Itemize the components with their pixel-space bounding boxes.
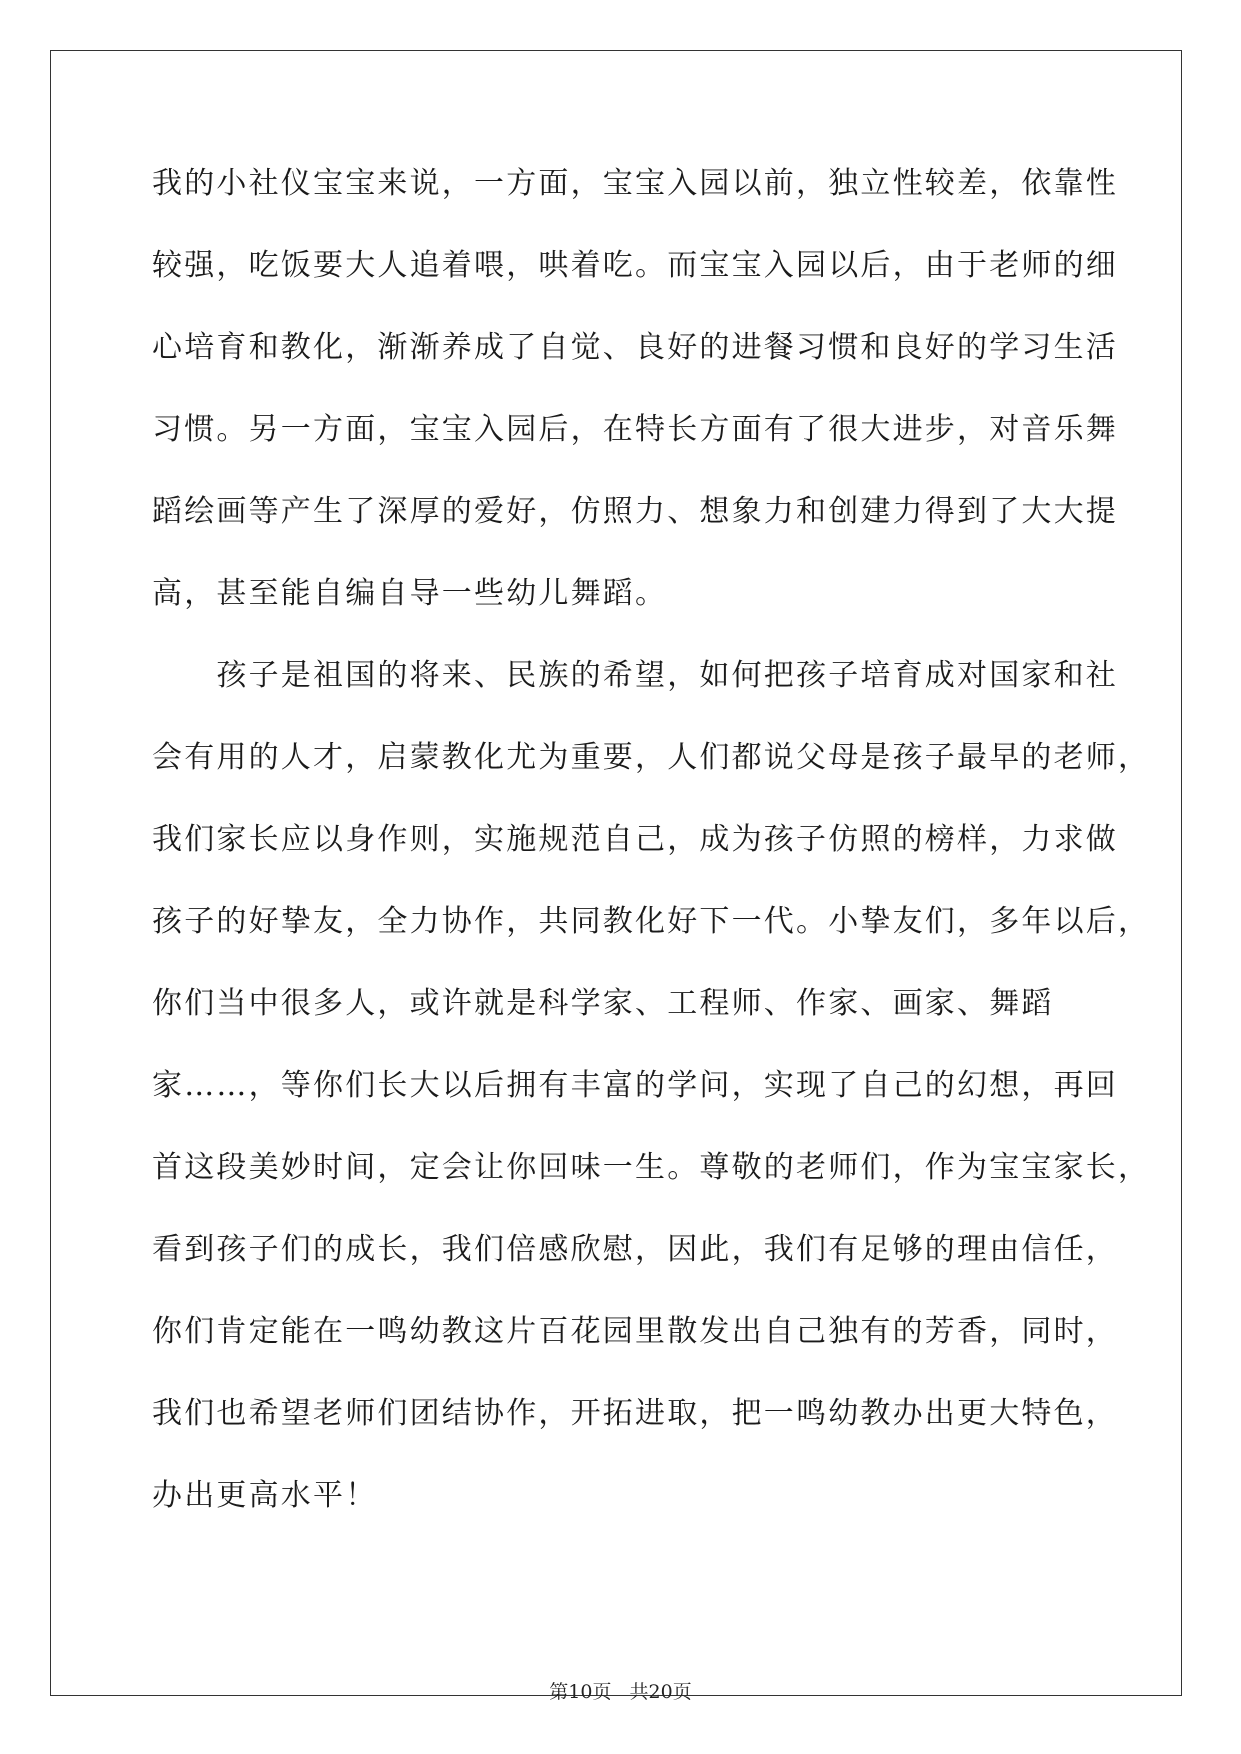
text-line: 蹈绘画等产生了深厚的爱好，仿照力、想象力和创建力得到了大大提 (152, 494, 1118, 529)
text-line: 我们也希望老师们团结协作，开拓进取，把一鸣幼教办出更大特色， (152, 1396, 1118, 1431)
text-line: 心培育和教化，渐渐养成了自觉、良好的进餐习惯和良好的学习生活 (152, 330, 1118, 365)
text-line: 习惯。另一方面，宝宝入园后，在特长方面有了很大进步，对音乐舞 (152, 412, 1118, 447)
text-line: 首这段美妙时间，定会让你回味一生。尊敬的老师们，作为宝宝家长， (152, 1150, 1151, 1185)
text-line: 会有用的人才，启蒙教化尤为重要，人们都说父母是孩子最早的老师， (152, 740, 1151, 775)
text-line: 孩子的好挚友，全力协作，共同教化好下一代。小挚友们，多年以后， (152, 904, 1151, 939)
page-footer (0, 1677, 1241, 1704)
text-line: 高，甚至能自编自导一些幼儿舞蹈。 (152, 576, 668, 611)
text-line: 办出更高水平！ (152, 1478, 378, 1513)
text-line: 你们肯定能在一鸣幼教这片百花园里散发出自己独有的芳香，同时， (152, 1314, 1118, 1349)
text-line: 看到孩子们的成长，我们倍感欣慰，因此，我们有足够的理由信任， (152, 1232, 1118, 1267)
text-line: 较强，吃饭要大人追着喂，哄着吃。而宝宝入园以后，由于老师的细 (152, 248, 1118, 283)
text-line: 你们当中很多人，或许就是科学家、工程师、作家、画家、舞蹈 (152, 986, 1054, 1021)
page-number: 第10页 (549, 1681, 612, 1703)
page-total: 共20页 (629, 1681, 692, 1703)
document-body (152, 163, 1151, 1557)
text-line: 家……，等你们长大以后拥有丰富的学问，实现了自己的幻想，再回 (152, 1068, 1118, 1103)
text-line: 我们家长应以身作则，实施规范自己，成为孩子仿照的榜样，力求做 (152, 822, 1118, 857)
text-line: 我的小社仪宝宝来说，一方面，宝宝入园以前，独立性较差，依靠性 (152, 166, 1118, 201)
text-line: 孩子是祖国的将来、民族的希望，如何把孩子培育成对国家和社 (152, 658, 1118, 693)
